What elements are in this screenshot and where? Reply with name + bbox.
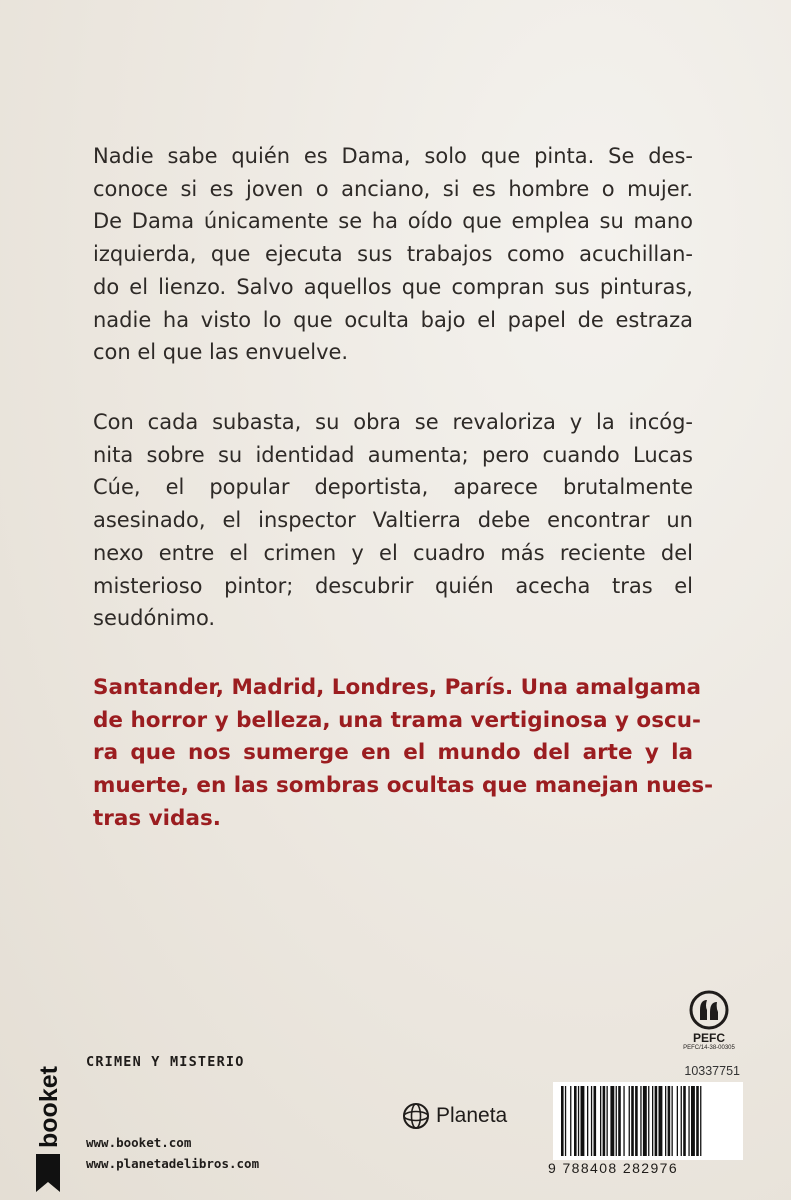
- barcode-bar: [668, 1086, 671, 1156]
- barcode-bar: [631, 1086, 634, 1156]
- synopsis-line: seudónimo.: [93, 606, 216, 631]
- barcode-bar: [578, 1086, 579, 1156]
- barcode-bar: [635, 1086, 638, 1156]
- barcode-bar: [652, 1086, 653, 1156]
- synopsis-paragraph-2: [93, 406, 693, 635]
- synopsis-line: izquierda, que ejecuta sus trabajos como acuchillan-: [93, 242, 693, 267]
- barcode-bar: [574, 1086, 577, 1156]
- barcode-bar: [659, 1086, 663, 1156]
- barcode-bar: [570, 1086, 571, 1156]
- barcode-bar: [691, 1086, 695, 1156]
- barcode-bar: [643, 1086, 647, 1156]
- url-booket[interactable]: www.booket.com: [86, 1135, 192, 1150]
- pefc-logo: [683, 990, 735, 1046]
- barcode-bar: [623, 1086, 624, 1156]
- planeta-logo: [402, 1100, 507, 1132]
- planeta-wordmark: Planeta: [436, 1104, 508, 1127]
- barcode-bar: [672, 1086, 673, 1156]
- booket-wordmark: booket: [35, 1066, 63, 1148]
- synopsis-line: con el que las envuelve.: [93, 340, 349, 365]
- tagline-line: ra que nos sumerge en el mundo del arte y la: [93, 740, 693, 766]
- product-code: 10337751: [684, 1064, 740, 1078]
- planeta-globe-icon: [402, 1102, 430, 1130]
- genre-label: CRIMEN Y MISTERIO: [86, 1054, 245, 1070]
- barcode-bar: [607, 1086, 608, 1156]
- tagline-line: muerte, en las sombras ocultas que manejan nues-: [93, 773, 714, 799]
- synopsis-line: nadie ha visto lo que oculta bajo el papel de estraza: [93, 307, 693, 332]
- barcode-bar: [610, 1086, 614, 1156]
- synopsis-line: Nadie sabe quién es Dama, solo que pinta. Se des-: [93, 144, 693, 168]
- barcode: [553, 1082, 743, 1160]
- barcode-bar: [594, 1086, 597, 1156]
- barcode-bar: [565, 1086, 566, 1156]
- booket-logo: [22, 1058, 68, 1198]
- pefc-wordmark: PEFC: [692, 1031, 726, 1045]
- tagline-line: de horror y belleza, una trama vertiginosa y oscu-: [93, 707, 701, 733]
- tagline-line: tras vidas.: [93, 805, 221, 831]
- synopsis-line: Con cada subasta, su obra se revaloriza y la incóg-: [93, 410, 693, 434]
- barcode-bar: [700, 1086, 701, 1156]
- barcode-bar: [591, 1086, 592, 1156]
- synopsis-line: misterioso pintor; descubrir quién acecha tras el: [93, 573, 693, 598]
- tagline-paragraph: [93, 672, 714, 836]
- barcode-bar: [677, 1086, 678, 1156]
- pefc-code: PEFC/14-38-00305: [683, 1045, 735, 1051]
- barcode-bar: [696, 1086, 699, 1156]
- synopsis-line: nexo entre el crimen y el cuadro más reciente del: [93, 540, 693, 565]
- barcode-bar: [581, 1086, 585, 1156]
- isbn-number: 9 788408 282976: [548, 1160, 678, 1176]
- tagline-line: Santander, Madrid, Londres, París. Una amalgama: [93, 675, 702, 700]
- synopsis-paragraph-1: [93, 140, 693, 369]
- synopsis-line: nita sobre su identidad aumenta; pero cuando Lucas: [93, 442, 693, 467]
- barcode-bar: [600, 1086, 601, 1156]
- barcode-bar: [688, 1086, 689, 1156]
- barcode-bar: [616, 1086, 617, 1156]
- barcode-bar: [618, 1086, 621, 1156]
- barcode-bar: [561, 1086, 564, 1156]
- barcode-bar: [640, 1086, 641, 1156]
- barcode-bar: [648, 1086, 649, 1156]
- barcode-bar: [629, 1086, 630, 1156]
- barcode-bar: [683, 1086, 686, 1156]
- barcode-bar: [681, 1086, 682, 1156]
- synopsis-line: Cúe, el popular deportista, aparece brutalmente: [93, 475, 693, 500]
- synopsis-line: asesinado, el inspector Valtierra debe encontrar un: [93, 508, 693, 533]
- synopsis-line: conoce si es joven o anciano, si es hombre o mujer.: [93, 176, 693, 201]
- url-planetadelibros[interactable]: www.planetadelibros.com: [86, 1156, 260, 1171]
- synopsis-line: do el lienzo. Salvo aquellos que compran sus pinturas,: [93, 274, 693, 299]
- synopsis-line: De Dama únicamente se ha oído que emplea su mano: [93, 209, 693, 234]
- barcode-bars: [553, 1082, 743, 1160]
- barcode-bar: [587, 1086, 588, 1156]
- barcode-bar: [603, 1086, 606, 1156]
- barcode-bar: [665, 1086, 666, 1156]
- barcode-bar: [655, 1086, 658, 1156]
